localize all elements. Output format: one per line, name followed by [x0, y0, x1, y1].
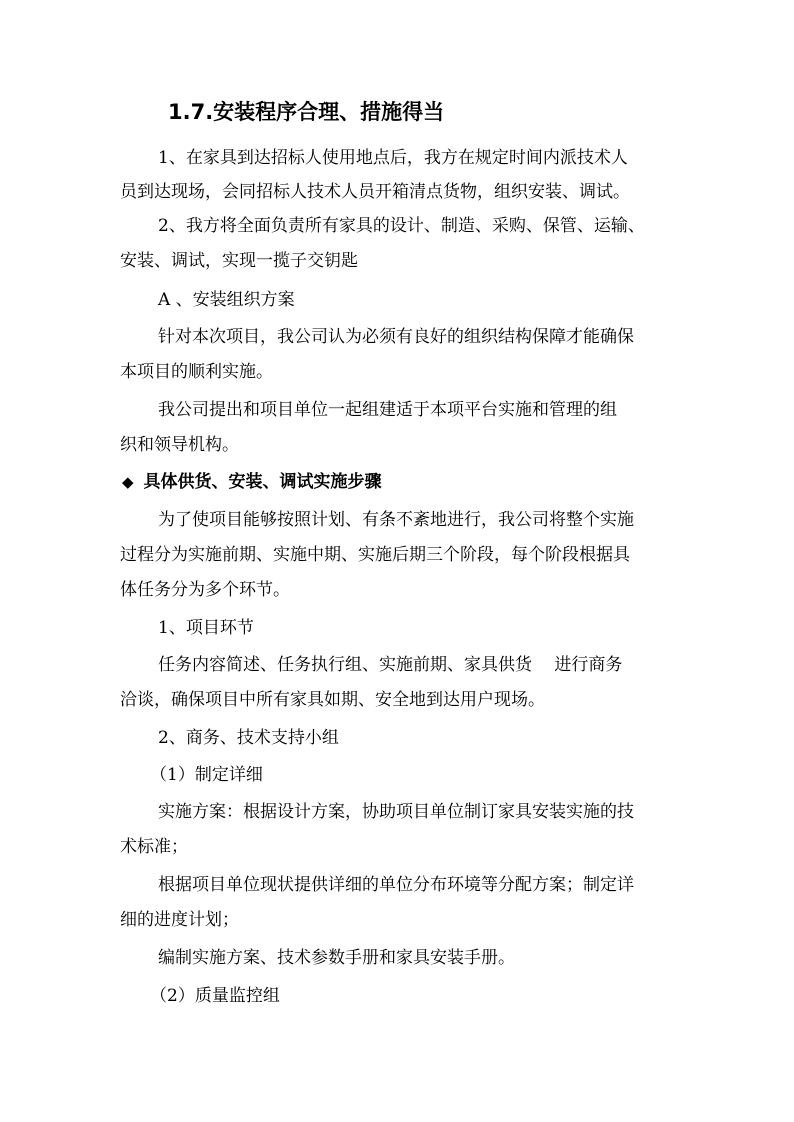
paragraph-6-line-3: 体任务分为多个环节。 — [120, 580, 290, 600]
paragraph-6-line-2: 过程分为实施前期、实施中期、实施后期三个阶段，每个阶段根据具 — [120, 545, 630, 565]
paragraph-1-line-2: 员到达现场，会同招标人技术人员开箱清点货物，组织安装、调试。 — [120, 182, 630, 202]
paragraph-2-line-1: 2、我方将全面负责所有家具的设计、制造、采购、保管、运输、 — [158, 216, 645, 236]
paragraph-5-line-1: 我公司提出和项目单位一起组建适于本项平台实施和管理的组 — [158, 400, 617, 420]
paragraph-12-line-1: 根据项目单位现状提供详细的单位分布环境等分配方案；制定详 — [158, 875, 634, 895]
paragraph-11-line-1: 实施方案：根据设计方案，协助项目单位制订家具安装实施的技 — [158, 802, 634, 822]
paragraph-2-line-2: 安装、调试，实现一揽子交钥匙 — [120, 251, 358, 271]
paragraph-5-line-2: 织和领导机构。 — [120, 435, 239, 455]
paragraph-13: 编制实施方案、技术参数手册和家具安装手册。 — [158, 948, 515, 968]
paragraph-7: 1、项目环节 — [158, 618, 254, 638]
paragraph-1-line-1: 1、在家具到达招标人使用地点后，我方在规定时间内派技术人 — [158, 148, 628, 168]
bullet-heading: 具体供货、安装、调试实施步骤 — [143, 472, 382, 492]
paragraph-4-line-1: 针对本次项目，我公司认为必须有良好的组织结构保障才能确保 — [158, 327, 634, 347]
paragraph-14: （2）质量监控组 — [150, 986, 280, 1006]
bullet-heading-row — [122, 470, 382, 494]
section-title: 1.7.安装程序合理、措施得当 — [168, 100, 445, 124]
paragraph-9: 2、商务、技术支持小组 — [158, 728, 339, 748]
paragraph-3: A 、安装组织方案 — [158, 290, 295, 310]
paragraph-4-line-2: 本项目的顺利实施。 — [120, 362, 273, 382]
paragraph-10: （1）制定详细 — [150, 765, 263, 785]
paragraph-11-line-2: 术标准； — [120, 837, 188, 857]
paragraph-12-line-2: 细的进度计划； — [120, 910, 239, 930]
diamond-bullet-icon: ◆ — [122, 473, 134, 491]
paragraph-6-line-1: 为了使项目能够按照计划、有条不紊地进行，我公司将整个实施 — [158, 510, 634, 530]
paragraph-8-line-2: 洽谈，确保项目中所有家具如期、安全地到达用户现场。 — [120, 690, 545, 710]
paragraph-8-line-1: 任务内容简述、任务执行组、实施前期、家具供货 进行商务 — [158, 655, 623, 675]
